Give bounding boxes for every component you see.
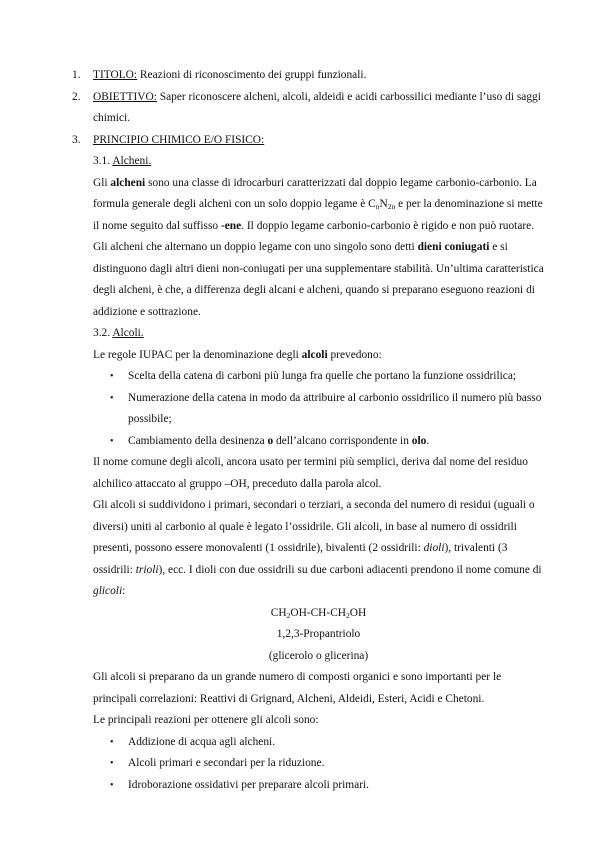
bullet-icon: • (110, 779, 114, 791)
bold-term: -ene (220, 219, 242, 232)
bullet-icon: • (110, 392, 114, 404)
section-title: Alcoli. (112, 327, 144, 339)
text: dell’alcano corrispondente in (273, 434, 412, 447)
paragraph-classification (0, 495, 596, 603)
iupac-rules-list (0, 366, 596, 452)
principio-label: PRINCIPIO CHIMICO E/O FISICO: (93, 133, 265, 146)
subscript: 2 (286, 610, 291, 620)
titolo-label: TITOLO: (93, 69, 138, 81)
bold-term: alcoli (301, 348, 328, 361)
rule-text: Scelta della catena di carboni più lunga fra quelle che portano la funzione ossidrilica; (128, 370, 517, 382)
text: CH (270, 606, 287, 619)
section-number: 3.2. (93, 327, 113, 339)
reactions-list (0, 732, 596, 797)
paragraph-alcheni (0, 173, 596, 324)
text: . Il doppio legame carbonio-carbonio è rigido e non può ruotare. Gli alcheni che alternano un doppio legame con uno singolo sono detti (93, 219, 535, 253)
list-item-titolo (0, 65, 596, 87)
bullet-icon: • (110, 758, 114, 769)
paragraph-preparation (0, 667, 596, 710)
text: prevedono: (327, 348, 382, 361)
bold-term: o (267, 434, 274, 447)
reaction-text: Addizione di acqua agli alcheni. (128, 735, 276, 748)
list-number: 1. (72, 69, 81, 81)
subscript: n (375, 202, 380, 211)
paragraph-reactions-intro (0, 710, 596, 732)
bold-term: alcheni (110, 176, 146, 189)
list-number: 2. (72, 90, 81, 103)
paragraph-iupac-intro (0, 345, 596, 367)
text: ), trivalenti (3 ossidrili: (93, 542, 508, 576)
text: OH-CH-CH (290, 606, 347, 619)
list-item-obiettivo (0, 87, 596, 130)
list-item (0, 775, 596, 797)
obiettivo-text: Saper riconoscere alcheni, alcoli, aldeidi e acidi carbossilici mediante l’uso di saggi chimici. (93, 90, 541, 124)
list-item (0, 388, 596, 431)
text: N (379, 198, 388, 210)
chemical-formula (0, 603, 596, 625)
italic-term: trioli (135, 563, 159, 576)
text: Gli alcoli si preparano da un grande numero di composti organici e sono importanti per le principali correlazioni: Reattivi di Grignard, Alcheni, Aldeidi, Esteri, Acidi e Chetoni. (93, 671, 502, 705)
bullet-icon: • (110, 371, 114, 382)
bold-term: olo (411, 434, 427, 447)
list-item (0, 431, 596, 453)
text: OH (349, 606, 367, 619)
paragraph-common-name (0, 452, 596, 495)
italic-term: glicoli (93, 585, 123, 597)
titolo-text: Reazioni di riconoscimento dei gruppi funzionali. (137, 69, 367, 81)
reaction-text: Idroborazione ossidativi per preparare alcoli primari. (128, 778, 369, 791)
italic-term: dioli (423, 542, 445, 554)
text: . (426, 434, 430, 447)
text: Gli alcoli si suddividono i primari, secondari o terziari, a seconda del numero di residui (uguali o diversi) uniti al carbonio al quale è legato l’ossidrile. Gli alcoli, in base al numero di ossidrili presenti, possono essere monovalenti (1 ossidrile), bivalenti (2 ossidrili: (93, 499, 535, 554)
obiettivo-label: OBIETTIVO: (93, 90, 157, 103)
list-item (0, 366, 596, 388)
list-number: 3. (72, 133, 81, 146)
text: : (122, 585, 126, 597)
text: Cambiamento della desinenza (128, 434, 268, 447)
text: e per la denominazione si mette il nome seguito dal suffisso (93, 198, 543, 232)
bold-term: dieni coniugati (417, 241, 490, 253)
subscript: 2n (387, 202, 396, 211)
bullet-icon: • (110, 435, 114, 447)
text: e si distinguono dagli altri dieni non-coniugati per una supplementare stabilità. Un’ultima caratteristica degli alcheni, è che, a differenza degli alcani e alcheni, quando si preparano eseguono reazioni di addizione e sottrazione. (93, 241, 544, 318)
section-heading-alcoli (0, 323, 596, 345)
text: sono una classe di idrocarburi caratterizzati dal doppio legame carbonio-carbonio. La formula generale degli alcheni con un solo doppio legame è C (93, 176, 537, 210)
formula-name: 1,2,3-Propantriolo (276, 628, 361, 640)
subscript: 2 (346, 610, 350, 620)
formula-common-name: (glicerolo o glicerina) (268, 649, 369, 662)
text: Le regole IUPAC per la denominazione degli (93, 348, 302, 361)
section-number: 3.1. (93, 155, 113, 167)
bullet-icon: • (110, 736, 114, 748)
text: Il nome comune degli alcoli, ancora usato per termini più semplici, deriva dal nome del residuo alchilico attaccato al gruppo –OH, preceduto dalla parola alcol. (93, 456, 528, 490)
rule-text: Numerazione della catena in modo da attribuire al carbonio ossidrilico il numero più basso possibile; (128, 391, 542, 425)
section-heading-alcheni (0, 151, 596, 173)
section-title: Alcheni. (112, 155, 152, 167)
list-item (0, 732, 596, 754)
top-margin (0, 0, 596, 65)
list-item-principio (0, 130, 596, 152)
text: Gli (93, 176, 111, 189)
text: Le principali reazioni per ottenere gli alcoli sono: (93, 714, 319, 726)
list-item (0, 753, 596, 775)
text: ), ecc. I dioli con due ossidrili su due carboni adiacenti prendono il nome comune di (158, 563, 542, 576)
reaction-text: Alcoli primari e secondari per la riduzione. (128, 757, 325, 769)
